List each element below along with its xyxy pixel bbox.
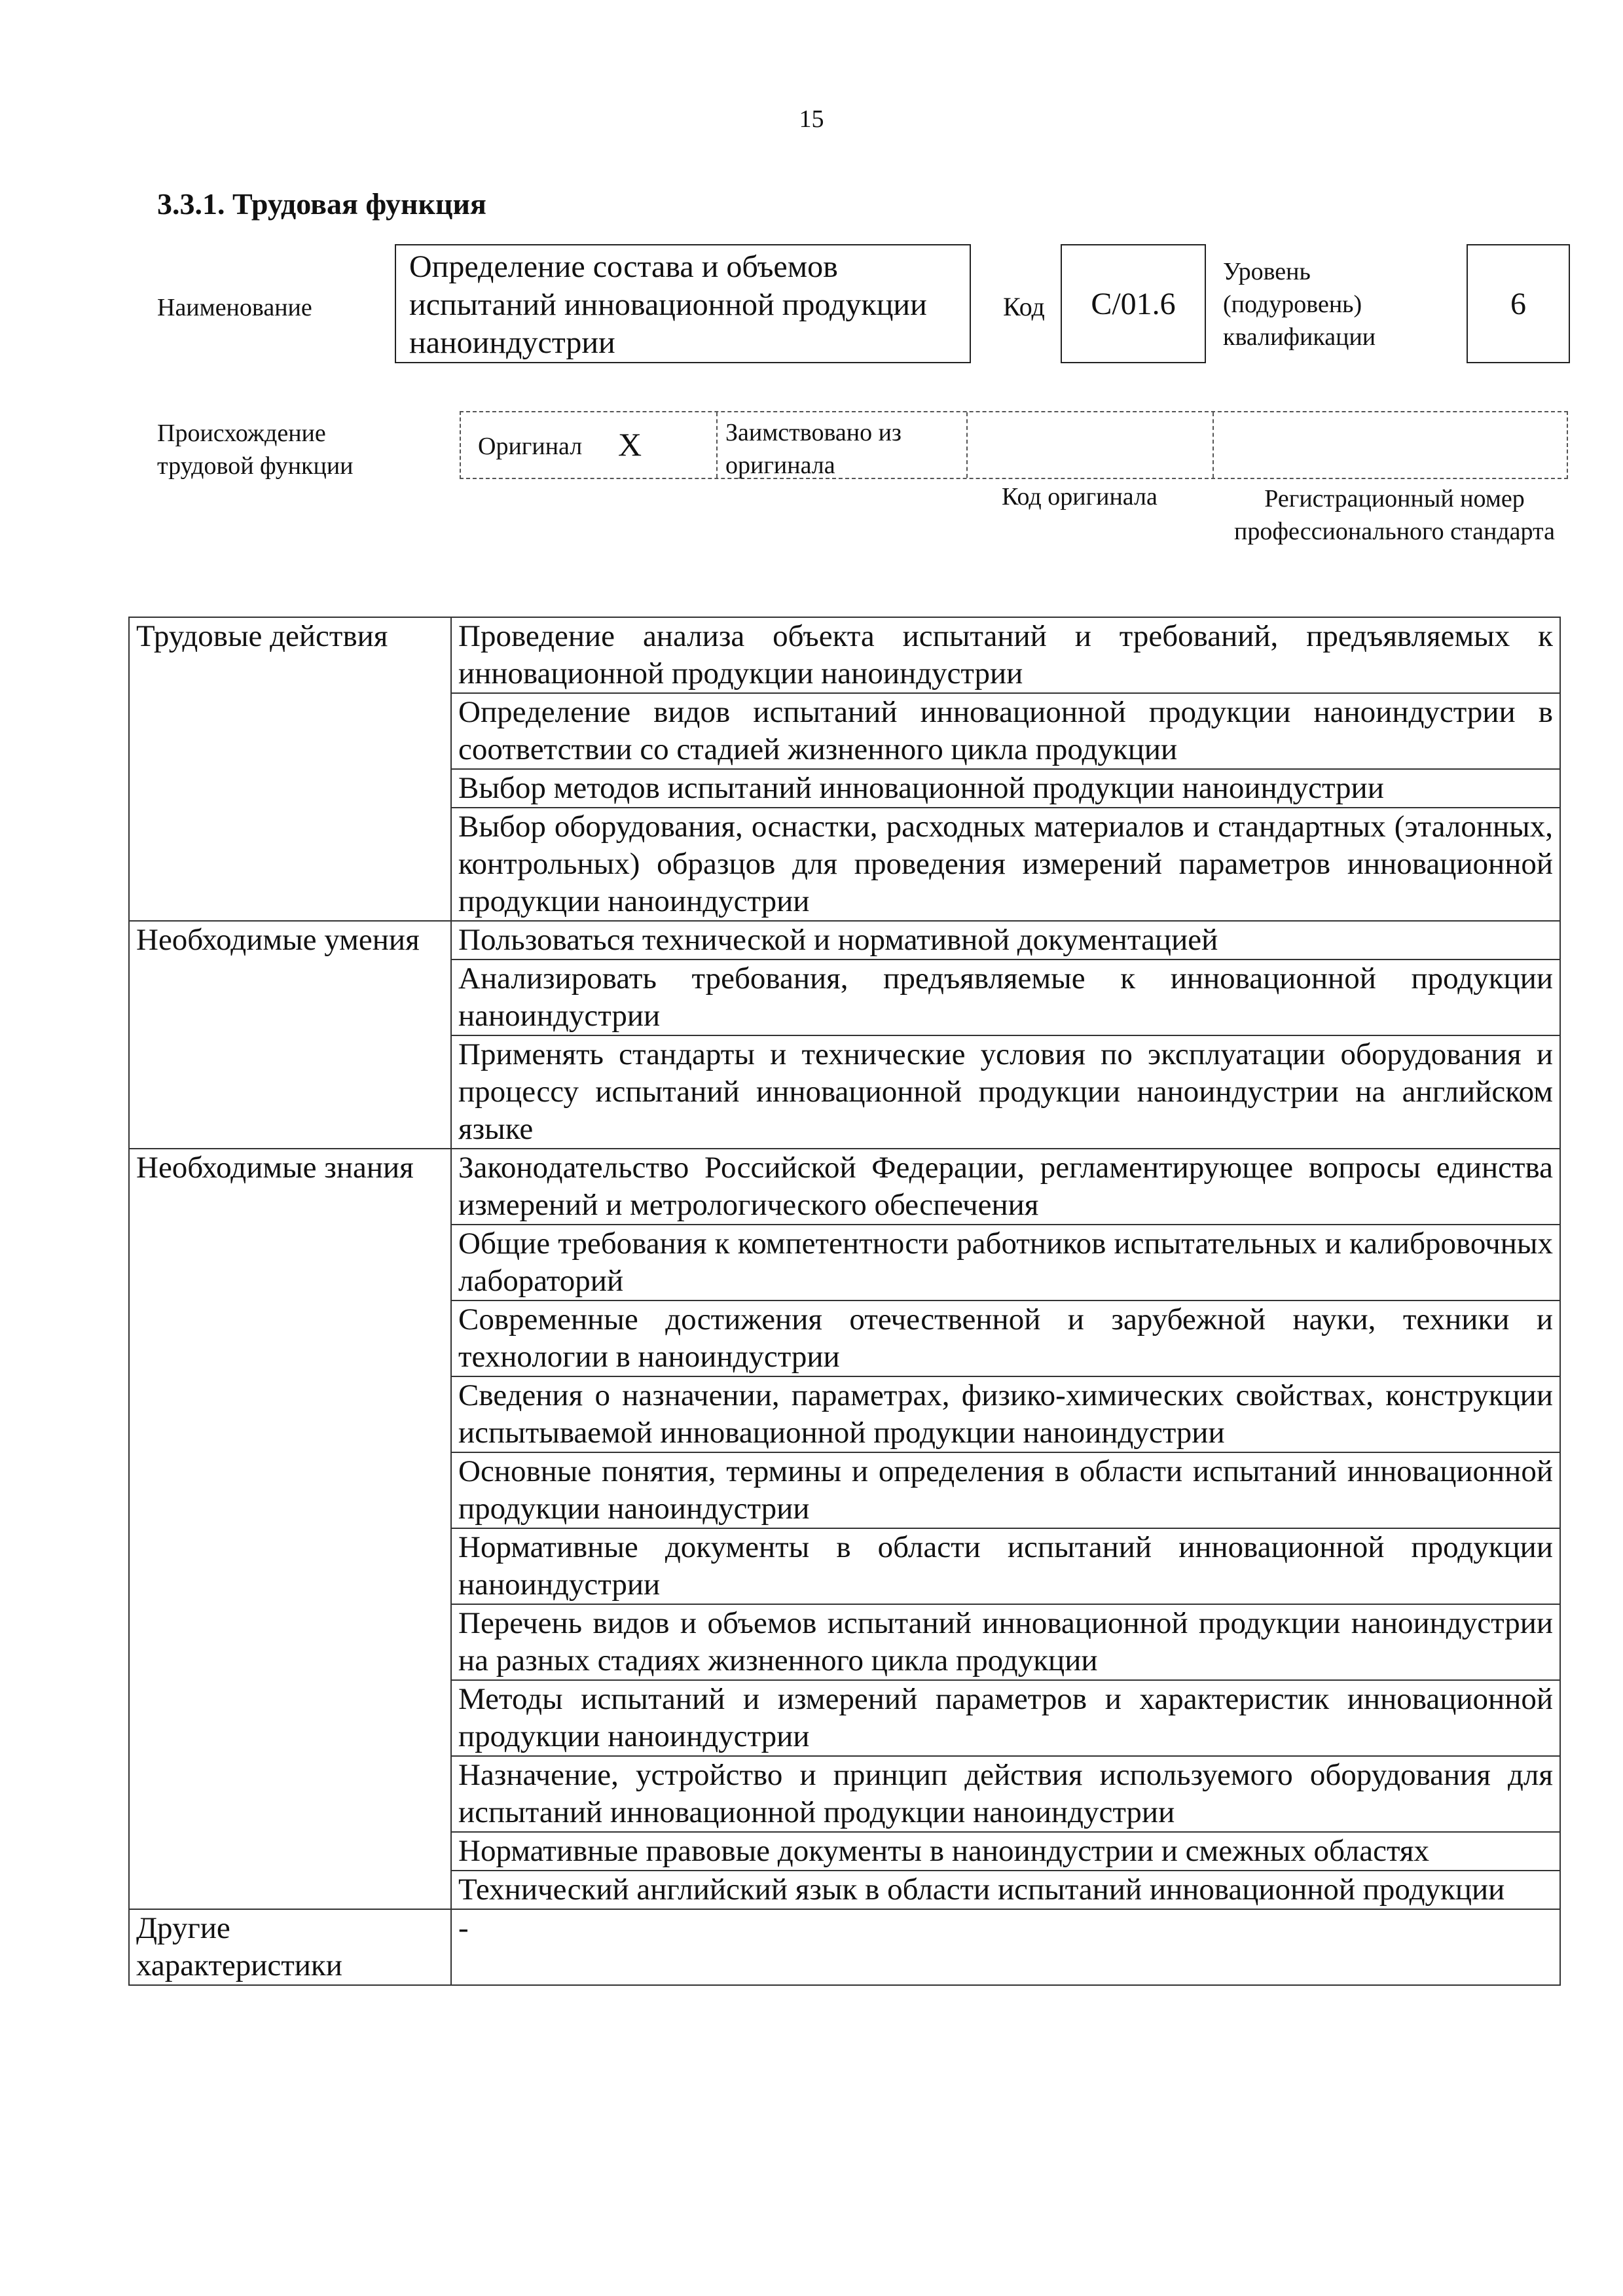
- origin-original-cell: [461, 412, 718, 478]
- origin-code-cell: [968, 412, 1214, 478]
- table-cell: Нормативные правовые документы в наноиндустрии и смежных областях: [451, 1832, 1560, 1871]
- reg-number-caption: Регистрационный номер профессионального стандарта: [1234, 485, 1555, 545]
- origin-reg-cell: [1214, 412, 1567, 478]
- table-cell: Общие требования к компетентности работников испытательных и калибровочных лабораторий: [451, 1225, 1560, 1300]
- table-cell: Анализировать требования, предъявляемые к инновационной продукции наноиндустрии: [451, 960, 1560, 1035]
- table-cell: Методы испытаний и измерений параметров и характеристик инновационной продукции наноиндустрии: [451, 1680, 1560, 1756]
- table-cell: Нормативные документы в области испытаний инновационной продукции наноиндустрии: [451, 1528, 1560, 1604]
- table-cell: Выбор методов испытаний инновационной продукции наноиндустрии: [451, 769, 1560, 808]
- skills-label: Необходимые умения: [129, 921, 451, 1149]
- function-name-box: Определение состава и объемов испытаний инновационной продукции наноиндустрии: [395, 244, 971, 363]
- section-title: 3.3.1. Трудовая функция: [157, 187, 486, 221]
- code-label: Код: [1003, 292, 1045, 321]
- name-label: Наименование: [157, 294, 312, 321]
- original-label: Оригинал: [478, 433, 583, 460]
- table-cell: Основные понятия, термины и определения в области испытаний инновационной продукции наноиндустрии: [451, 1452, 1560, 1528]
- table-cell: Современные достижения отечественной и зарубежной науки, техники и технологии в наноиндустрии: [451, 1300, 1560, 1376]
- code-original-caption: Код оригинала: [1002, 483, 1158, 511]
- level-label: Уровень (подуровень) квалификации: [1223, 258, 1376, 351]
- table-cell: Назначение, устройство и принцип действия используемого оборудования для испытаний инновационной продукции наноиндустрии: [451, 1756, 1560, 1832]
- code-box: C/01.6: [1061, 244, 1206, 363]
- level-box: 6: [1467, 244, 1570, 363]
- knowledge-label: Необходимые знания: [129, 1149, 451, 1909]
- original-mark: X: [618, 426, 642, 463]
- table-cell: Выбор оборудования, оснастки, расходных материалов и стандартных (эталонных, контрольных) образцов для проведения измерений параметров инновационной продукции наноиндустрии: [451, 808, 1560, 921]
- labor-actions-label: Трудовые действия: [129, 617, 451, 921]
- function-table: [128, 617, 1561, 1986]
- table-cell: Технический английский язык в области испытаний инновационной продукции: [451, 1871, 1560, 1909]
- table-row: [129, 1909, 1560, 1985]
- table-row: [129, 921, 1560, 960]
- table-cell: Применять стандарты и технические условия по эксплуатации оборудования и процессу испытаний инновационной продукции наноиндустрии на английском языке: [451, 1035, 1560, 1149]
- origin-row: [460, 411, 1568, 479]
- table-cell: Перечень видов и объемов испытаний инновационной продукции наноиндустрии на разных стадиях жизненного цикла продукции: [451, 1604, 1560, 1680]
- table-cell: Законодательство Российской Федерации, регламентирующее вопросы единства измерений и метрологического обеспечения: [451, 1149, 1560, 1225]
- borrowed-label: Заимствовано из оригинала: [718, 412, 968, 478]
- table-row: [129, 1149, 1560, 1225]
- table-row: [129, 617, 1560, 693]
- table-cell: Проведение анализа объекта испытаний и требований, предъявляемых к инновационной продукции наноиндустрии: [451, 617, 1560, 693]
- table-cell: Сведения о назначении, параметрах, физико-химических свойствах, конструкции испытываемой инновационной продукции наноиндустрии: [451, 1376, 1560, 1452]
- origin-label: Происхождение трудовой функции: [157, 420, 354, 480]
- page-number: 15: [799, 105, 824, 133]
- other-label: Другие характеристики: [129, 1909, 451, 1985]
- table-cell: -: [451, 1909, 1560, 1985]
- table-cell: Пользоваться технической и нормативной документацией: [451, 921, 1560, 960]
- table-cell: Определение видов испытаний инновационной продукции наноиндустрии в соответствии со стадией жизненного цикла продукции: [451, 693, 1560, 769]
